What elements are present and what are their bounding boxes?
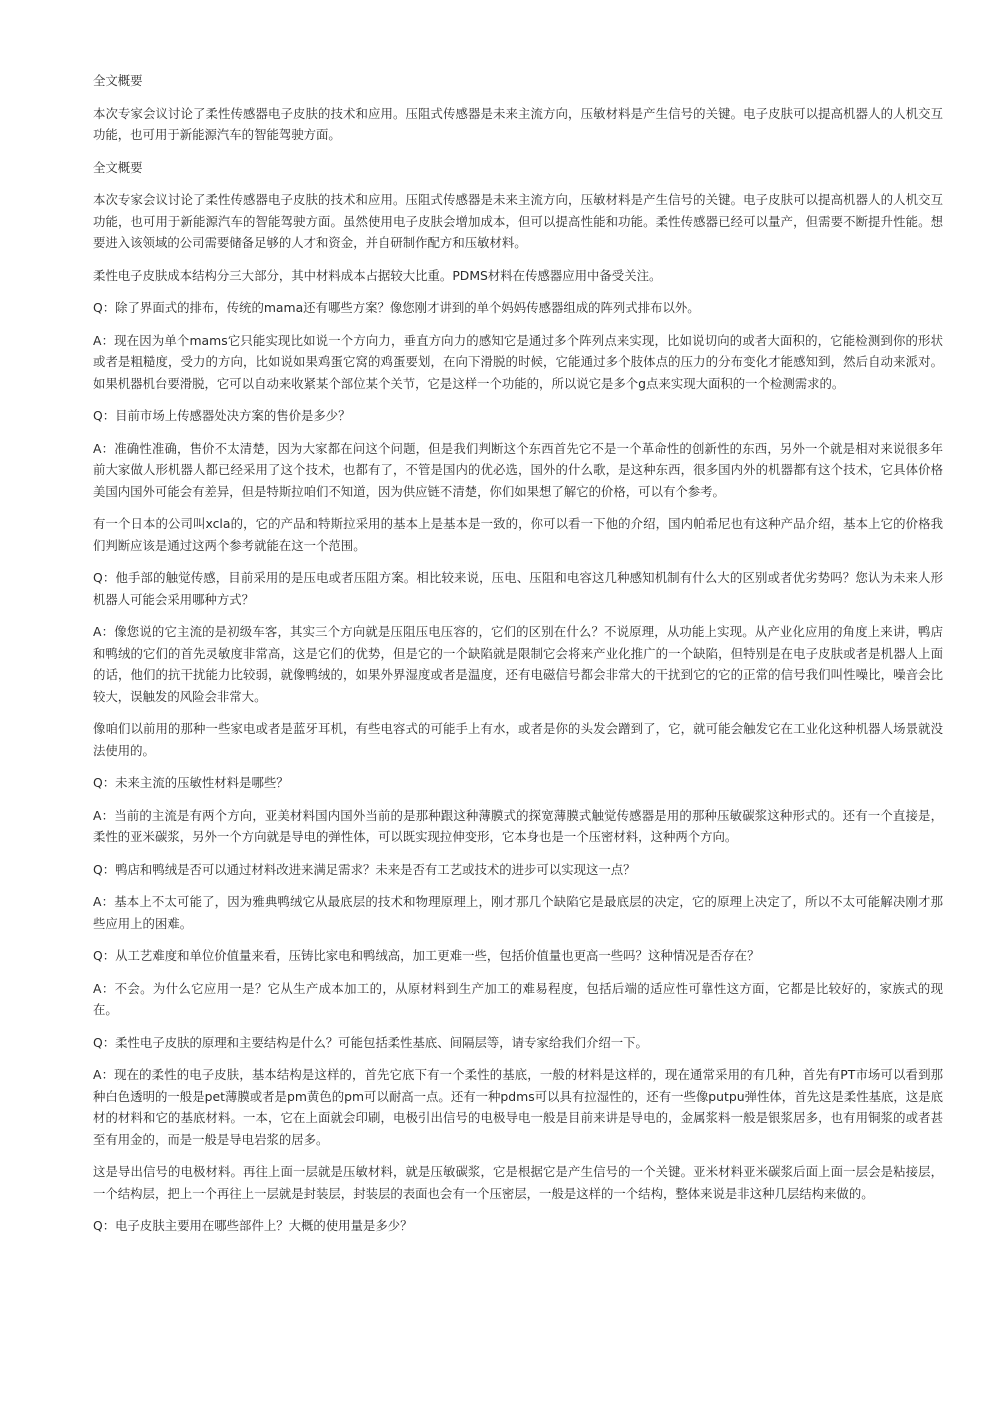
answer-paragraph: A：基本上不太可能了，因为雅典鸭绒它从最底层的技术和物理原理上，刚才那几个缺陷它是最底层的决定，它的原理上决定了，所以不太可能解决刚才那些应用上的困难。 — [93, 894, 943, 931]
question-paragraph: Q：柔性电子皮肤的原理和主要结构是什么？可能包括柔性基底、间隔层等，请专家给我们介绍一下。 — [93, 1034, 648, 1050]
answer-paragraph: A：现在的柔性的电子皮肤，基本结构是这样的，首先它底下有一个柔性的基底，一般的材料是这样的，现在通常采用的有几种，首先有PT市场可以看到那种白色透明的一般是pet薄膜或者是pm黄色的pm可以耐高一点。还有一种pdms可以具有拉湿性的，还有一些像putpu弹性体，首先这是柔性基底，这是底材的材料和它的基底材料。一本，它在上面就会印刷，电极引出信号的电极导电一般是目前来讲是导电的，金属浆料一般是银浆居多，也有用铜浆的或者甚至有用金的，而是一般是导电岩浆的居多。 — [93, 1067, 943, 1147]
question-paragraph: Q：从工艺难度和单位价值量来看，压铸比家电和鸭绒高，加工更难一些，包括价值量也更高一些吗？这种情况是否存在？ — [93, 948, 760, 963]
answer-paragraph: A：现在因为单个mams它只能实现比如说一个方向力，垂直方向力的感知它是通过多个阵列点来实现，比如说切向的或者大面积的，它能检测到你的形状或者是粗糙度，受力的方向，比如说如果鸡蛋它窝的鸡蛋要划，在向下滑脱的时候，它能通过多个肢体点的压力的分布变化才能感知到，然后自动来派对。如果机器机台要滑脱，它可以自动来收紧某个部位某个关节，它是这样一个功能的，所以说它是多个g点来实现大面积的一个检测需求的。 — [93, 332, 943, 391]
body-paragraph: 本次专家会议讨论了柔性传感器电子皮肤的技术和应用。压阻式传感器是未来主流方向，压敏材料是产生信号的关键。电子皮肤可以提高机器人的人机交互功能，也可用于新能源汽车的智能驾驶方面。虽然使用电子皮肤会增加成本，但可以提高性能和功能。柔性传感器已经可以量产，但需要不断提升性能。想要进入该领域的公司需要储备足够的人才和资金，并自研制作配方和压敏材料。 — [93, 192, 943, 250]
answer-paragraph: A：准确性准确，售价不太清楚，因为大家都在问这个问题，但是我们判断这个东西首先它不是一个革命性的创新性的东西，另外一个就是相对来说很多年前大家做人形机器人都已经采用了这个技术，也都有了，不管是国内的优必选，国外的什么歌，是这种东西，很多国内外的机器都有这个技术，它具体价格美国内国外可能会有差异，但是特斯拉咱们不知道，因为供应链不清楚，你们如果想了解它的价格，可以有个参考。 — [93, 440, 943, 499]
question-paragraph: Q：未来主流的压敏性材料是哪些？ — [93, 775, 289, 790]
section-heading: 全文概要 — [93, 73, 143, 88]
document-page — [93, 70, 943, 1248]
answer-paragraph: A：当前的主流是有两个方向，亚美材料国内国外当前的是那种跟这种薄膜式的探宽薄膜式触觉传感器是用的那种压敏碳浆这种形式的。还有一个直接是，柔性的亚米碳浆，另外一个方向就是导电的弹性体，可以既实现拉伸变形，它本身也是一个压密材料，这种两个方向。 — [93, 807, 943, 844]
body-paragraph: 本次专家会议讨论了柔性传感器电子皮肤的技术和应用。压阻式传感器是未来主流方向，压敏材料是产生信号的关键。电子皮肤可以提高机器人的人机交互功能，也可用于新能源汽车的智能驾驶方面。 — [93, 105, 943, 142]
question-paragraph: Q：电子皮肤主要用在哪些部件上？大概的使用量是多少？ — [93, 1218, 413, 1233]
answer-paragraph: A：像您说的它主流的是初级车客，其实三个方向就是压阻压电压容的，它们的区别在什么？不说原理，从功能上实现。从产业化应用的角度上来讲，鸭店和鸭绒的它们的首先灵敏度非常高，这是它们的优势，但是它的一个缺陷就是限制它会将来产业化推广的一个缺陷，但特别是在电子皮肤或者是机器人上面的话，他们的抗干扰能力比较弱，就像鸭绒的，如果外界湿度或者是温度，还有电磁信号都会非常大的干扰到它的它的正常的信号我们叫性噪比，噪音会比较大，误触发的风险会非常大。 — [93, 624, 943, 704]
question-paragraph: Q：除了界面式的排布，传统的mama还有哪些方案？像您刚才讲到的单个妈妈传感器组成的阵列式排布以外。 — [93, 300, 700, 315]
section-heading: 全文概要 — [93, 159, 143, 175]
answer-paragraph: A：不会。为什么它应用一是？它从生产成本加工的，从原材料到生产加工的难易程度，包括后端的适应性可靠性这方面，它都是比较好的，家族式的现在。 — [93, 980, 943, 1017]
question-paragraph: Q：鸭店和鸭绒是否可以通过材料改进来满足需求？未来是否有工艺或技术的进步可以实现这一点？ — [93, 861, 636, 877]
question-paragraph: Q：目前市场上传感器处决方案的售价是多少？ — [93, 408, 351, 423]
question-paragraph: Q：他手部的触觉传感，目前采用的是压电或者压阻方案。相比较来说，压电、压阻和电容这几种感知机制有什么大的区别或者优劣势吗？您认为未来人形机器人可能会采用哪种方式？ — [93, 570, 943, 607]
body-paragraph: 这是导出信号的电极材料。再往上面一层就是压敏材料，就是压敏碳浆，它是根据它是产生信号的一个关键。亚米材料亚米碳浆后面上面一层会是粘接层，一个结构层，把上一个再往上一层就是封装层，封装层的表面也会有一个压密层，一般是这样的一个结构，整体来说是非这种几层结构来做的。 — [93, 1164, 943, 1201]
body-paragraph: 有一个日本的公司叫xcla的，它的产品和特斯拉采用的基本上是基本是一致的，你可以看一下他的介绍，国内帕希尼也有这种产品介绍，基本上它的价格我们判断应该是通过这两个参考就能在这一个范围。 — [93, 516, 943, 553]
body-paragraph: 柔性电子皮肤成本结构分三大部分，其中材料成本占据较大比重。PDMS材料在传感器应用中备受关注。 — [93, 267, 662, 283]
body-paragraph: 像咱们以前用的那种一些家电或者是蓝牙耳机，有些电容式的可能手上有水，或者是你的头发会蹭到了，它，就可能会触发它在工业化这种机器人场景就没法使用的。 — [93, 721, 943, 758]
